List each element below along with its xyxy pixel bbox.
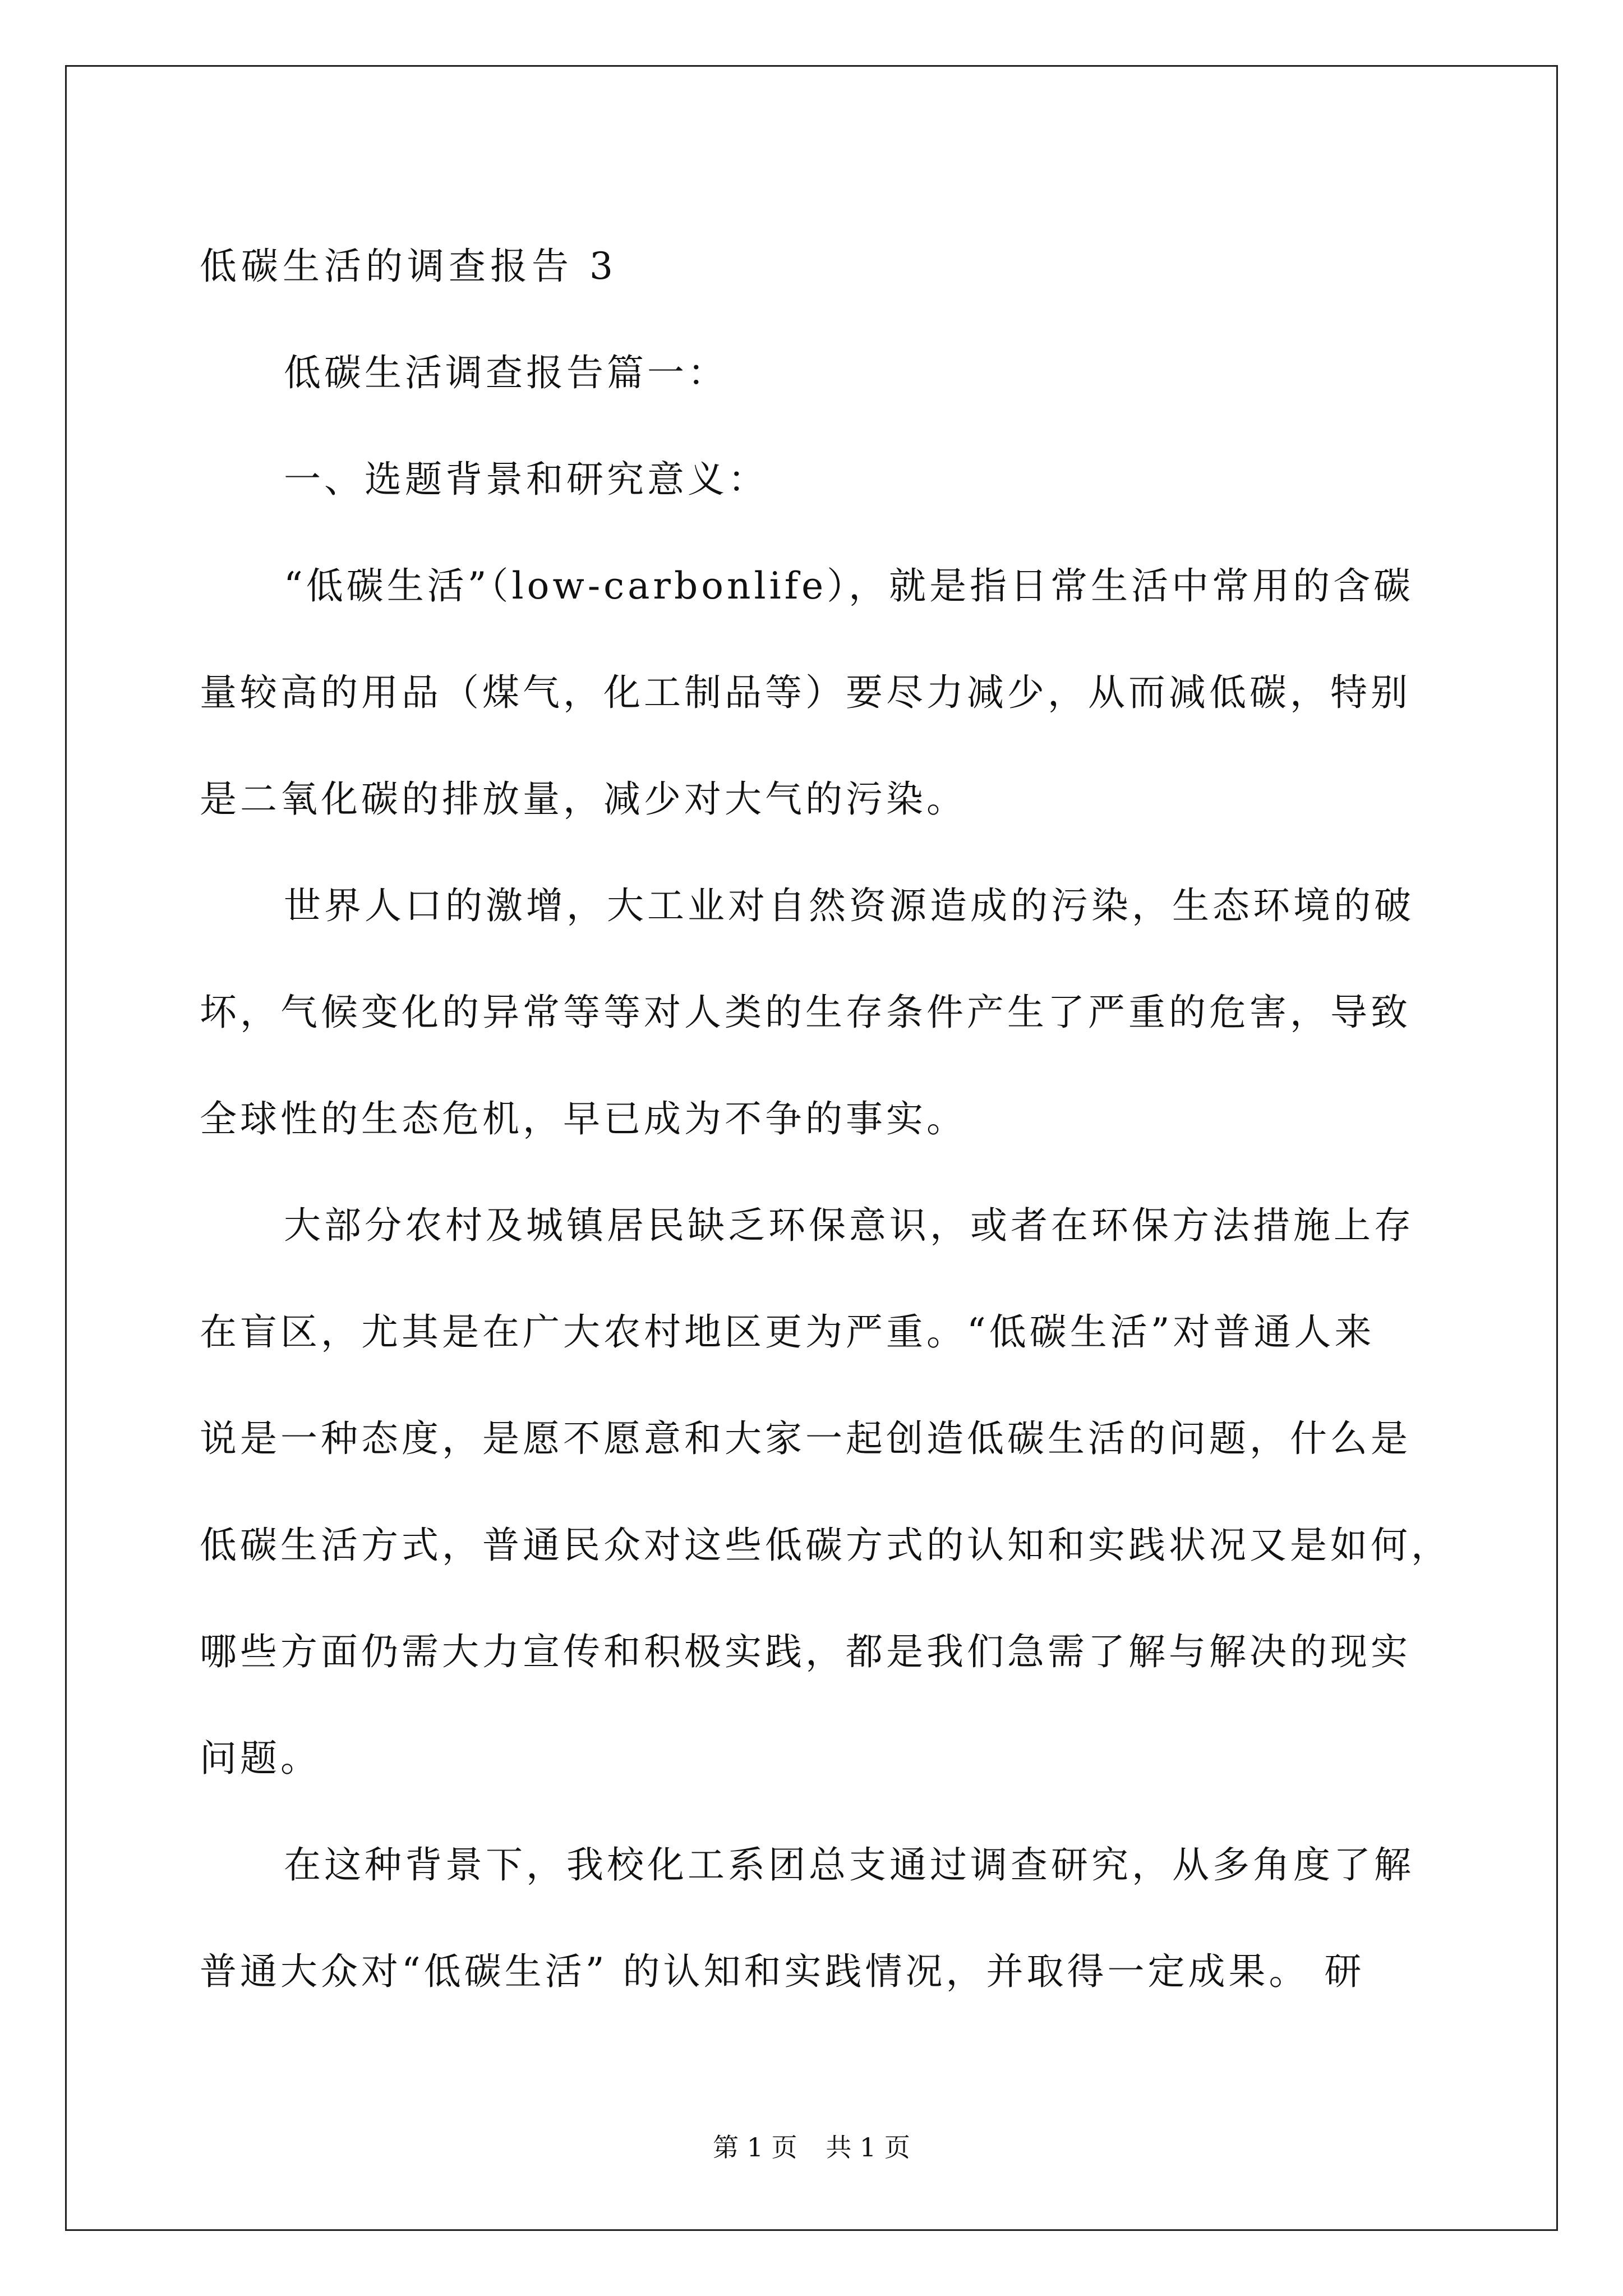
subsection-heading: 一、选题背景和研究意义：: [284, 458, 768, 501]
paragraph-line: 普通大众对“低碳生活” 的认知和实践情况，并取得一定成果。 研: [200, 1950, 1365, 1993]
paragraph-line: “低碳生活”（low-carbonlife），就是指日常生活中常用的含碳: [284, 564, 1414, 608]
document-body: [200, 213, 1451, 2025]
paragraph-line: 坏，气候变化的异常等等对人类的生存条件产生了严重的危害，导致: [200, 991, 1411, 1034]
page-number: 第 1 页: [713, 2132, 797, 2162]
page-footer: [0, 2127, 1623, 2164]
paragraph-line: 是二氧化碳的排放量，减少对大气的污染。: [200, 777, 967, 821]
paragraph-line: 大部分农村及城镇居民缺乏环保意识，或者在环保方法措施上存: [284, 1204, 1414, 1247]
paragraph-line: 低碳生活方式，普通民众对这些低碳方式的认知和实践状况又是如何，: [200, 1524, 1451, 1567]
paragraph-line: 量较高的用品（煤气，化工制品等）要尽力减少，从而减低碳，特别: [200, 671, 1411, 714]
paragraph-line: 全球性的生态危机，早已成为不争的事实。: [200, 1097, 967, 1140]
paragraph-line: 在盲区，尤其是在广大农村地区更为严重。“低碳生活”对普通人来: [200, 1310, 1375, 1354]
paragraph-line: 哪些方面仍需大力宣传和积极实践，都是我们急需了解与解决的现实: [200, 1630, 1411, 1673]
paragraph-line: 问题。: [200, 1737, 321, 1780]
section-heading: 低碳生活调查报告篇一：: [284, 351, 728, 394]
paragraph-line: 在这种背景下，我校化工系团总支通过调查研究，从多角度了解: [284, 1843, 1414, 1887]
document-title: 低碳生活的调查报告 3: [200, 245, 617, 288]
paragraph-line: 世界人口的激增，大工业对自然资源造成的污染，生态环境的破: [284, 884, 1414, 927]
page-total: 共 1 页: [826, 2132, 910, 2162]
paragraph-line: 说是一种态度，是愿不愿意和大家一起创造低碳生活的问题，什么是: [200, 1417, 1411, 1460]
